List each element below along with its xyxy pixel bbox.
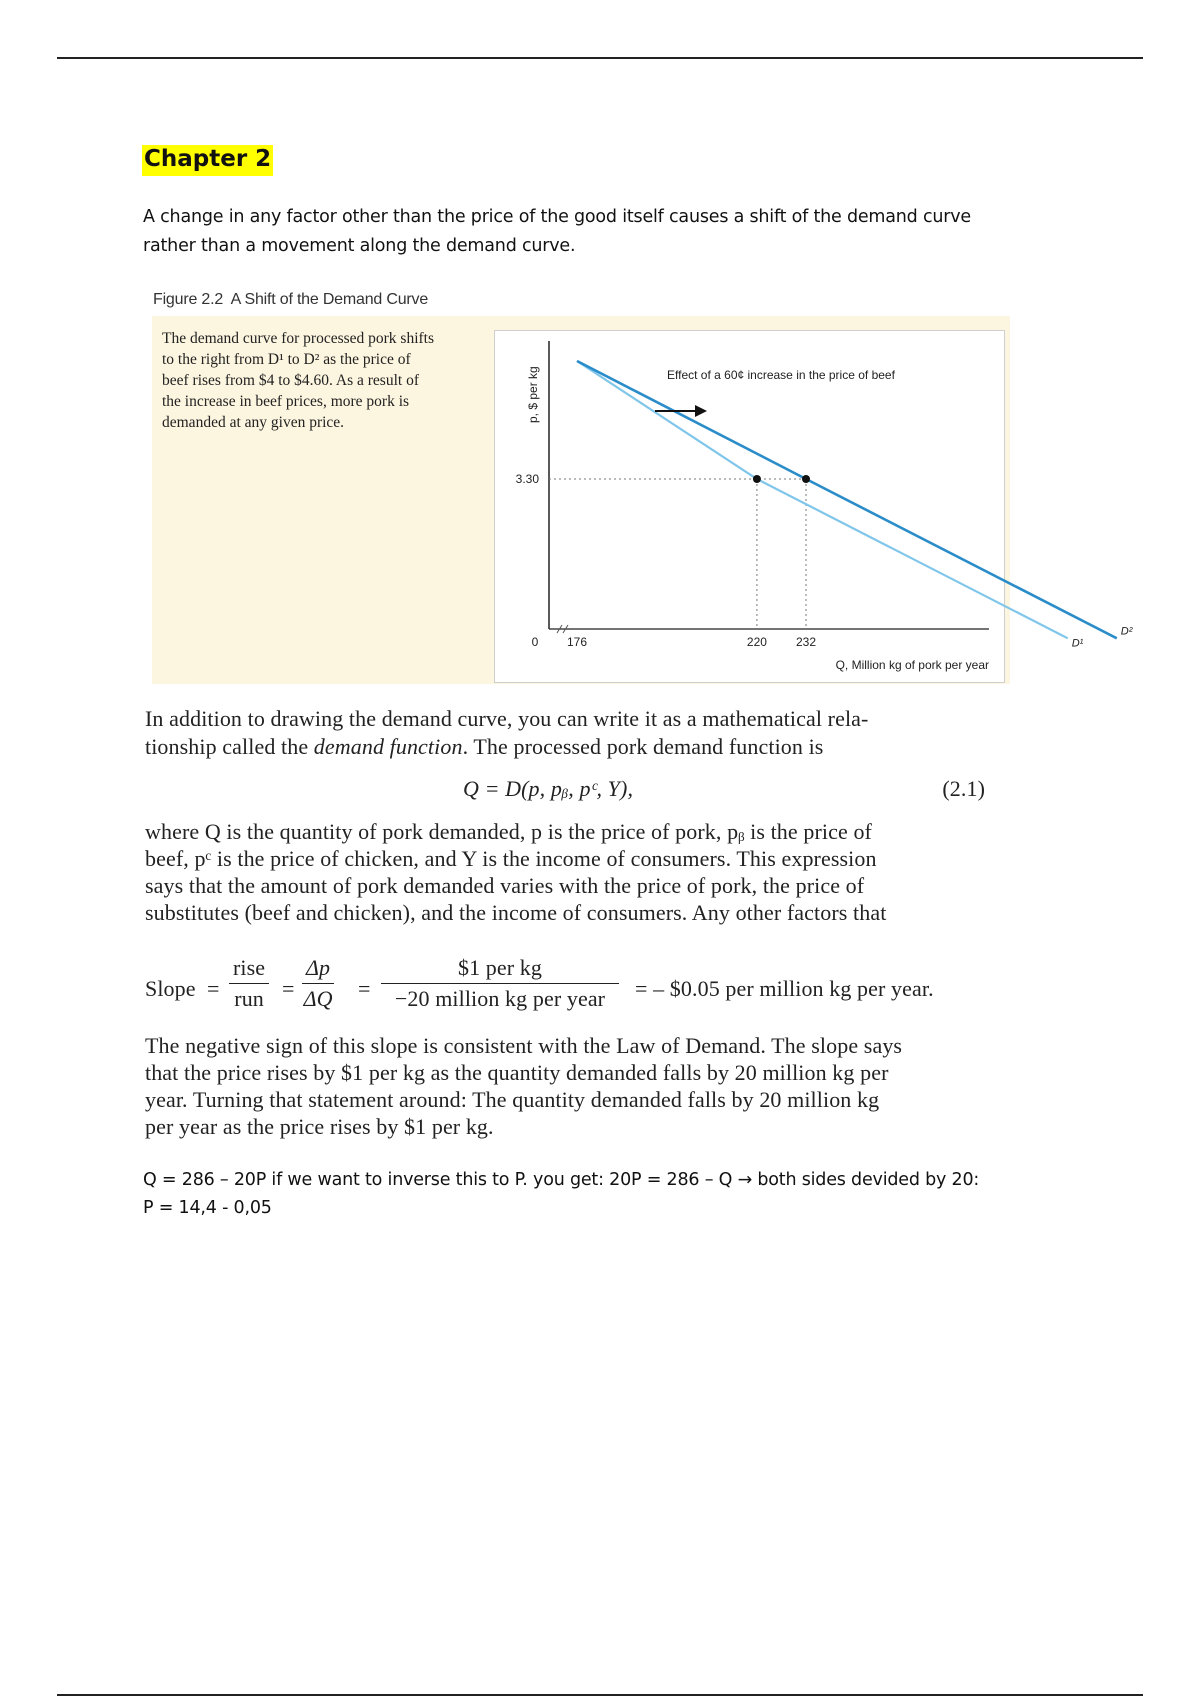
figure-description-line: demanded at any given price. bbox=[162, 414, 345, 431]
paragraph-line: substitutes (beef and chicken), and the income of consumers. Any other factors that bbox=[145, 900, 887, 925]
demand-curve-1 bbox=[577, 361, 1068, 638]
intro-line: A change in any factor other than the price of the good itself causes a shift of the demand curve bbox=[143, 207, 971, 227]
demand-chart bbox=[494, 330, 1133, 683]
slope-label: Slope bbox=[145, 976, 196, 1001]
quantity-change: −20 million kg per year bbox=[394, 986, 606, 1011]
header-rule bbox=[57, 57, 1143, 59]
paragraph-line: In addition to drawing the demand curve, you can write it as a mathematical rela- bbox=[145, 706, 869, 731]
slope-equation bbox=[145, 955, 1005, 1025]
equilibrium-point-1 bbox=[753, 475, 761, 483]
paragraph-line: where Q is the quantity of pork demanded, p is the price of pork, pᵦ is the price of bbox=[145, 819, 872, 844]
figure-description-line: The demand curve for processed pork shifts bbox=[162, 330, 435, 347]
figure-description-line: to the right from D¹ to D² as the price of bbox=[162, 351, 411, 368]
note-line: Q = 286 – 20P if we want to inverse this to P. you get: 20P = 286 – Q → both sides devided by 20: bbox=[143, 1170, 980, 1190]
price-change: $1 per kg bbox=[381, 955, 619, 984]
figure-description-line: the increase in beef prices, more pork is bbox=[162, 393, 410, 410]
rise: rise bbox=[229, 955, 269, 984]
paragraph-line bbox=[145, 733, 985, 761]
demand-equation: Q = D(p, pᵦ, pᶜ, Y), bbox=[463, 776, 634, 801]
curve-label-2: D² bbox=[1120, 625, 1133, 638]
delta-p: Δp bbox=[302, 955, 334, 984]
price-over-quantity bbox=[381, 955, 619, 1012]
shift-arrow-head bbox=[695, 405, 707, 417]
figure-description-line: beef rises from $4 to $4.60. As a result of bbox=[162, 372, 419, 389]
paragraph-line: per year as the price rises by $1 per kg. bbox=[145, 1114, 494, 1139]
figure-caption bbox=[153, 291, 428, 309]
figure-description bbox=[162, 328, 482, 433]
footer-rule bbox=[57, 1694, 1143, 1696]
paragraph-line: year. Turning that statement around: The quantity demanded falls by 20 million kg bbox=[145, 1087, 880, 1112]
equals-sign: = bbox=[207, 976, 220, 1001]
note-line: P = 14,4 - 0,05 bbox=[143, 1198, 272, 1218]
x-tick-label: 220 bbox=[746, 635, 767, 649]
equilibrium-point-2 bbox=[802, 475, 810, 483]
y-tick-label: 3.30 bbox=[515, 472, 539, 486]
rise-over-run bbox=[229, 955, 269, 1012]
x-tick-label: 176 bbox=[566, 635, 588, 649]
curve-label-1: D¹ bbox=[1071, 637, 1084, 650]
figure-number: Figure 2.2 bbox=[153, 291, 224, 308]
equals-sign: = bbox=[358, 976, 371, 1001]
demand-function-paragraph bbox=[145, 705, 985, 761]
demand-function-term: demand function bbox=[313, 734, 463, 759]
slope-result: = – $0.05 per million kg per year. bbox=[635, 976, 934, 1001]
paragraph-line: says that the amount of pork demanded varies with the price of pork, the price of bbox=[145, 873, 865, 898]
slope-explanation-paragraph bbox=[145, 1032, 985, 1140]
equation-number: (2.1) bbox=[942, 776, 985, 801]
intro-paragraph bbox=[143, 203, 1043, 260]
demand-curve-2 bbox=[577, 361, 1117, 638]
definitions-paragraph bbox=[145, 818, 985, 926]
student-note bbox=[143, 1166, 1043, 1222]
demand-chart-svg bbox=[495, 331, 1133, 682]
delta-q: ΔQ bbox=[303, 986, 333, 1011]
paragraph-line: beef, pᶜ is the price of chicken, and Y is the income of consumers. This expression bbox=[145, 846, 877, 871]
y-axis-label: p, $ per kg bbox=[526, 366, 540, 423]
x-axis-label: Q, Million kg of pork per year bbox=[835, 658, 989, 672]
paragraph-line: The negative sign of this slope is consistent with the Law of Demand. The slope says bbox=[145, 1033, 903, 1058]
paragraph-text: tionship called the bbox=[145, 734, 314, 759]
equals-sign: = bbox=[282, 976, 295, 1001]
shift-annotation: Effect of a 60¢ increase in the price of beef bbox=[667, 368, 895, 382]
x-tick-label: 232 bbox=[795, 635, 817, 649]
paragraph-line: that the price rises by $1 per kg as the quantity demanded falls by 20 million kg per bbox=[145, 1060, 889, 1085]
delta-p-over-delta-q bbox=[302, 955, 334, 1012]
paragraph-text: . The processed pork demand function is bbox=[462, 734, 824, 759]
x-tick-label: 0 bbox=[531, 635, 539, 649]
intro-line: rather than a movement along the demand curve. bbox=[143, 235, 576, 256]
run: run bbox=[234, 986, 264, 1011]
chapter-heading: Chapter 2 bbox=[142, 145, 273, 176]
equation-row bbox=[145, 776, 985, 806]
figure-title: A Shift of the Demand Curve bbox=[230, 291, 429, 308]
